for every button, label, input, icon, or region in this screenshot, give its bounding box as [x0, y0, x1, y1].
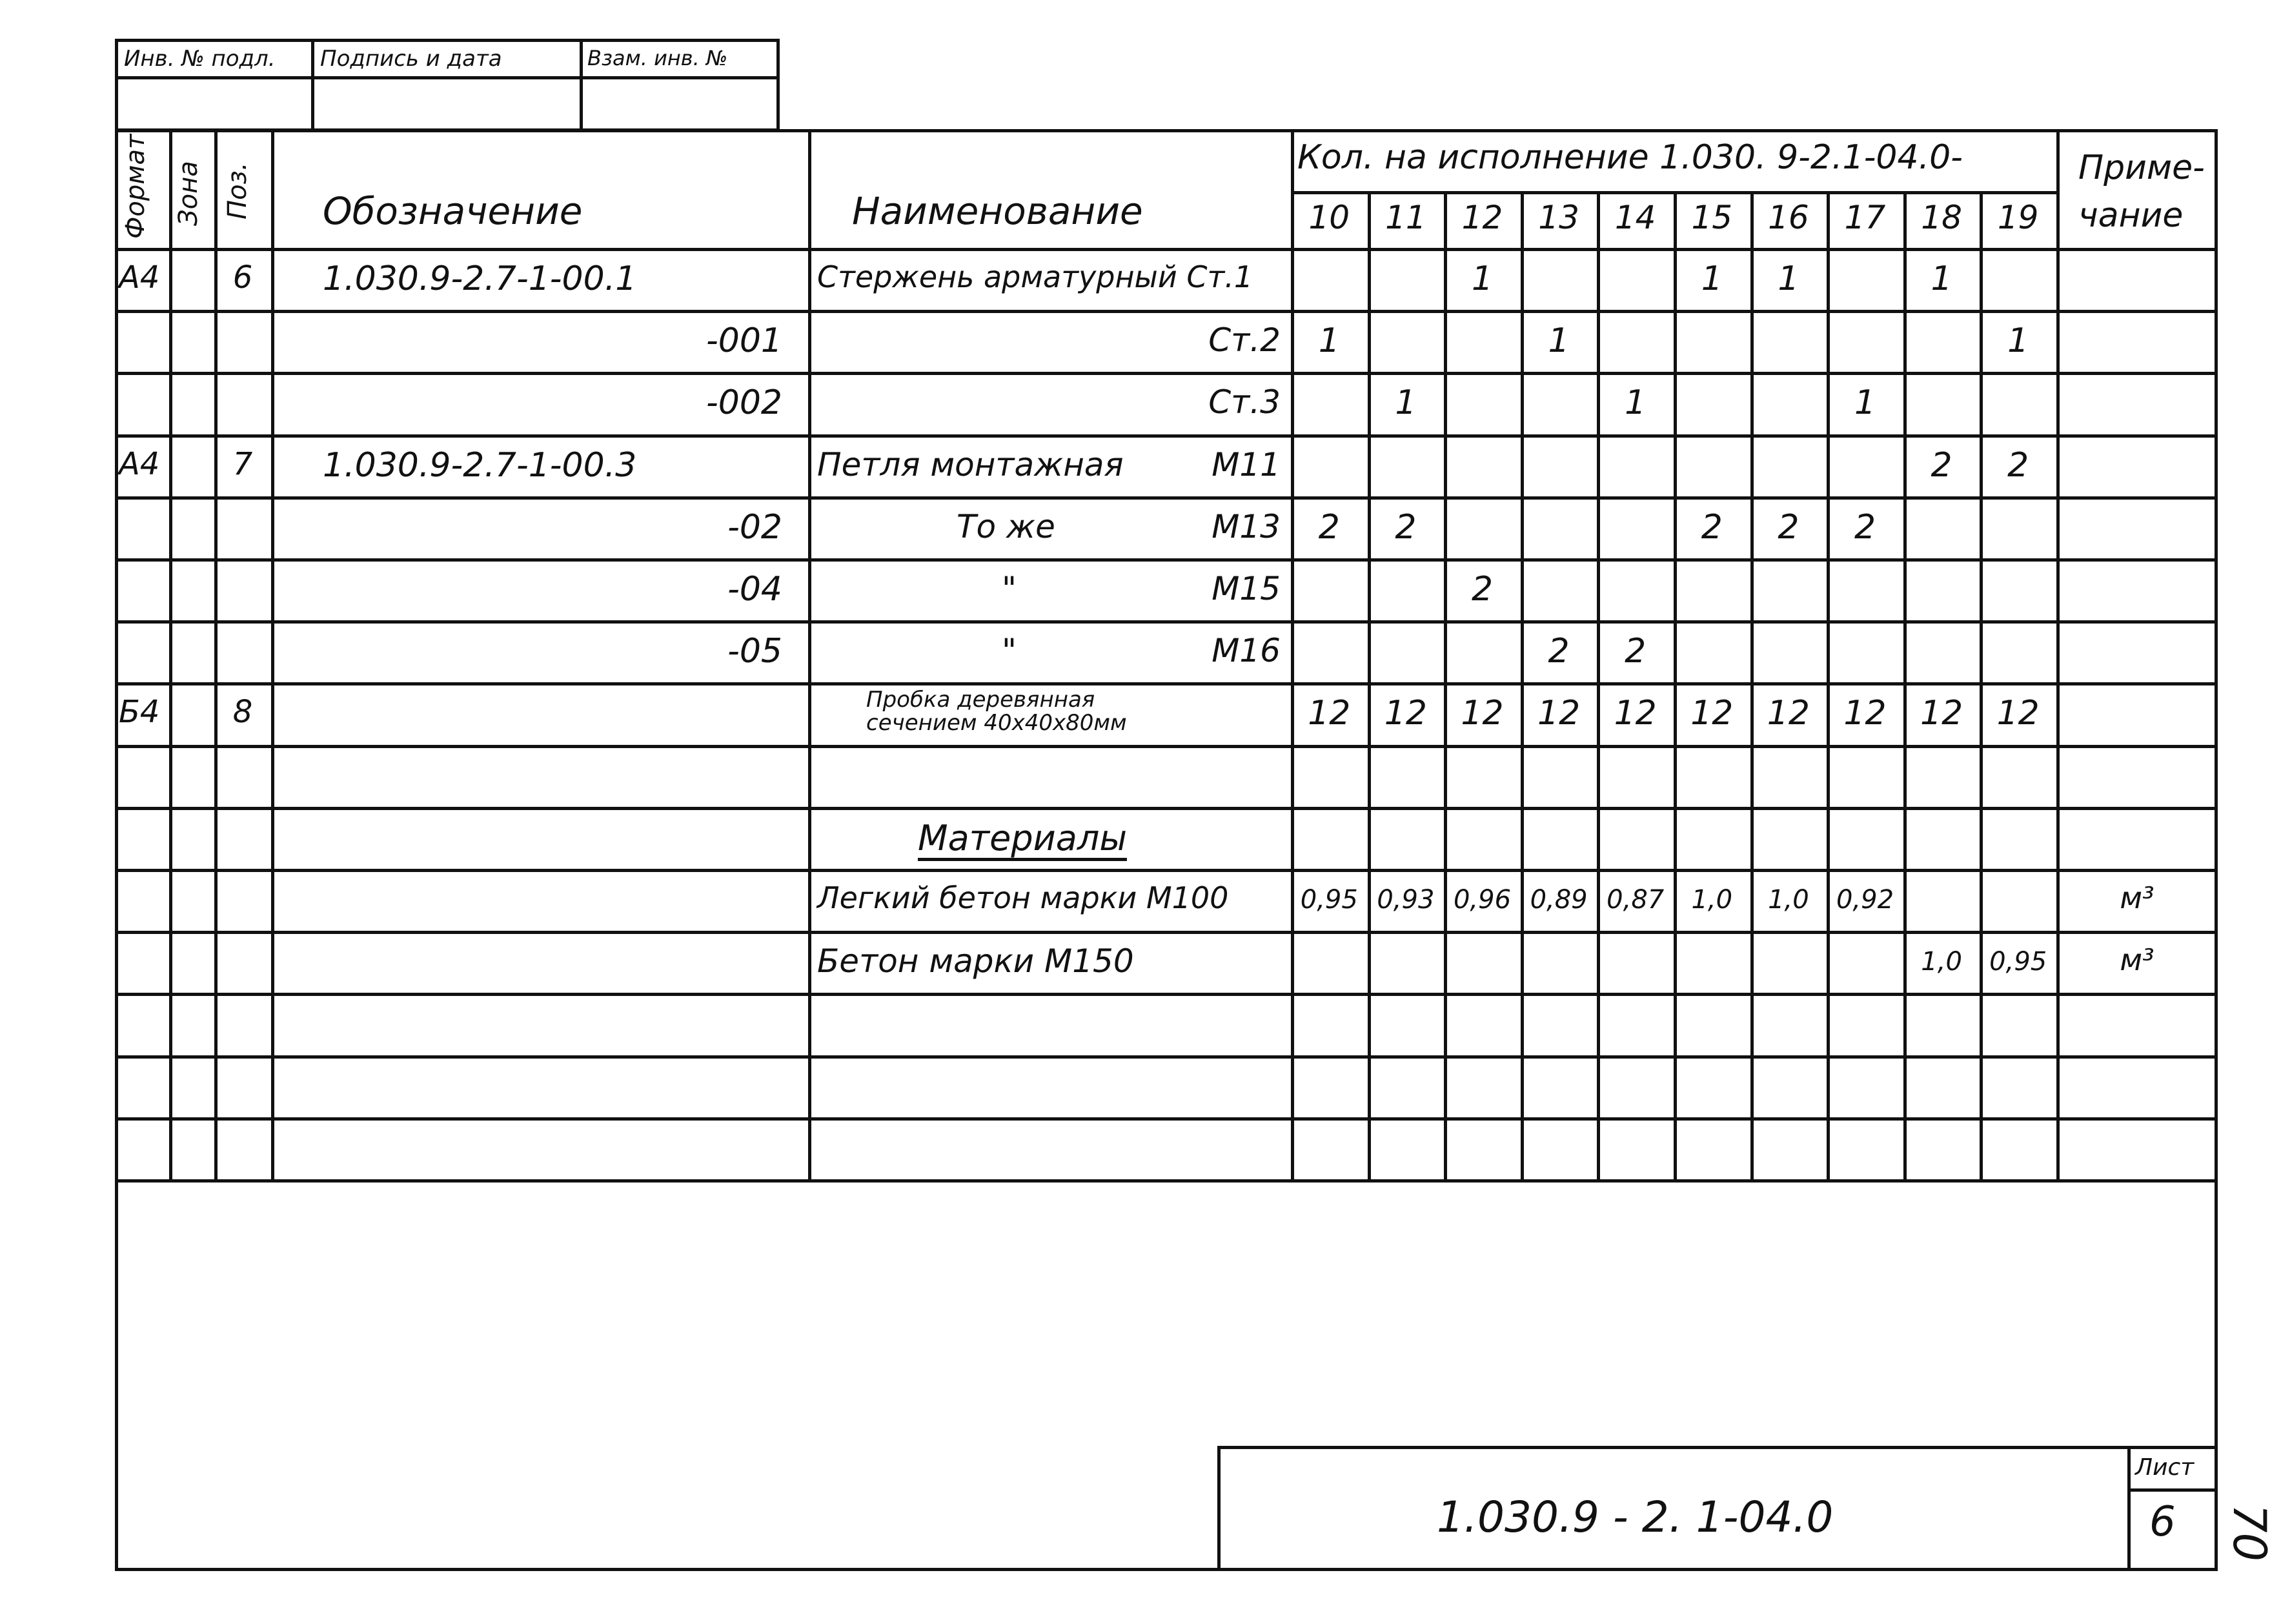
stamp-inv-podl: Инв. № подл.: [124, 46, 276, 72]
row-line: [115, 558, 2218, 562]
row-quantity: 1: [1318, 321, 1340, 361]
row-designation-variant: -05: [727, 632, 782, 671]
quantity-column-header: 18: [1921, 199, 1962, 236]
header-primechanie-2: чание: [2078, 196, 2184, 235]
row-line: [115, 1117, 2218, 1121]
row-name: Стержень арматурный Ст.1: [817, 259, 1253, 294]
row-name: Петля монтажная: [817, 445, 1124, 483]
header-bottom-line: [115, 248, 2218, 251]
header-naimenovanie: Наименование: [852, 189, 1143, 233]
row-line: [115, 310, 2218, 313]
row-quantity: 0,96: [1453, 885, 1512, 915]
row-quantity: 0,87: [1607, 885, 1665, 915]
row-quantity: 1: [1395, 383, 1417, 423]
row-quantity: 2: [1548, 632, 1570, 671]
header-format: Формат: [121, 134, 150, 239]
row-quantity: 12: [1384, 694, 1427, 733]
row-line: [115, 372, 2218, 375]
stamp-col-line: [311, 39, 314, 132]
stamp-podpis-data: Подпись и дата: [320, 46, 502, 72]
grid-vline: [2056, 129, 2060, 1179]
row-quantity: 1: [1625, 383, 1647, 423]
row-quantity: 1,0: [1691, 885, 1733, 915]
row-quantity: 12: [1767, 694, 1810, 733]
row-name: Пробка деревянная: [866, 687, 1095, 713]
row-quantity: 0,93: [1377, 885, 1435, 915]
row-quantity: 12: [1920, 694, 1963, 733]
row-line: [115, 993, 2218, 996]
header-poz: Поз.: [223, 162, 252, 219]
row-position: 6: [232, 259, 253, 296]
row-quantity: 2: [1854, 507, 1876, 547]
quantity-column-header: 13: [1538, 199, 1579, 236]
quantity-column-header: 17: [1844, 199, 1886, 236]
quantity-column-header: 19: [1997, 199, 2039, 236]
quantity-column-header: 11: [1385, 199, 1426, 236]
row-quantity: 12: [1843, 694, 1887, 733]
row-line: [115, 1179, 2218, 1182]
row-name-section: Материалы: [918, 817, 1127, 858]
row-quantity: 2: [1931, 445, 1952, 485]
row-designation: 1.030.9-2.7-1-00.3: [323, 445, 637, 485]
row-name: Легкий бетон марки М100: [817, 880, 1229, 915]
title-block-row-line: [2127, 1488, 2218, 1492]
row-line: [115, 931, 2218, 934]
row-line: [115, 1055, 2218, 1059]
row-quantity: 2: [1395, 507, 1417, 547]
title-block-col-line: [2127, 1446, 2131, 1571]
row-quantity: 0,92: [1836, 885, 1894, 915]
row-quantity: 12: [1308, 694, 1351, 733]
row-format: А4: [119, 445, 160, 482]
row-name: ": [1002, 632, 1017, 670]
row-line: [115, 682, 2218, 685]
quantity-column-header: 16: [1768, 199, 1809, 236]
row-quantity: 1,0: [1768, 885, 1809, 915]
row-designation-variant: -04: [727, 570, 782, 609]
row-name-mark: М15: [1211, 570, 1281, 607]
row-quantity: 1: [1548, 321, 1570, 361]
quantity-column-header: 15: [1691, 199, 1733, 236]
row-name: ": [1002, 570, 1017, 607]
row-name-mark: Ст.3: [1208, 383, 1281, 421]
row-line: [115, 745, 2218, 748]
stamp-vzam-inv: Взам. инв. №: [587, 46, 728, 70]
row-position: 7: [232, 445, 253, 482]
row-name: Бетон марки М150: [817, 942, 1134, 980]
row-quantity: 1: [1778, 259, 1799, 298]
list-label: Лист: [2135, 1454, 2195, 1481]
row-quantity: 0,89: [1530, 885, 1588, 915]
row-quantity: 2: [2007, 445, 2029, 485]
header-kol-title: Кол. на исполнение 1.030. 9-2.1-04.0-: [1297, 138, 1963, 177]
row-quantity: 12: [1461, 694, 1504, 733]
row-quantity: 1: [1854, 383, 1876, 423]
row-quantity: 1: [1701, 259, 1723, 298]
row-designation-variant: -002: [705, 383, 782, 423]
row-line: [115, 434, 2218, 438]
header-primechanie-1: Приме-: [2078, 148, 2205, 187]
row-format: Б4: [119, 694, 160, 731]
margin-page-number: 70: [2223, 1504, 2276, 1562]
row-quantity: 2: [1471, 570, 1494, 609]
header-oboznachenie: Обозначение: [323, 189, 583, 233]
stamp-col-line: [580, 39, 583, 132]
stamp-divider: [115, 76, 780, 79]
row-quantity: 12: [1614, 694, 1657, 733]
doc-number: 1.030.9 - 2. 1-04.0: [1437, 1492, 1834, 1542]
header-zona: Зона: [174, 161, 203, 226]
row-quantity: 2: [1778, 507, 1799, 547]
row-position: 8: [232, 694, 253, 731]
row-line: [115, 620, 2218, 624]
row-quantity: 12: [1537, 694, 1581, 733]
row-format: А4: [119, 259, 160, 296]
row-name-mark: М11: [1211, 445, 1281, 483]
row-designation: 1.030.9-2.7-1-00.1: [323, 259, 637, 298]
row-quantity: 1,0: [1921, 947, 1962, 977]
row-quantity: 1: [1931, 259, 1952, 298]
quantity-column-header: 14: [1614, 199, 1656, 236]
row-quantity: 0,95: [1300, 885, 1358, 915]
row-quantity: 1: [1471, 259, 1494, 298]
header-mid-line: [1291, 191, 2056, 194]
row-quantity: 1: [2007, 321, 2029, 361]
list-number: 6: [2149, 1498, 2176, 1546]
row-designation-variant: -02: [727, 507, 782, 547]
row-name-mark: Ст.2: [1208, 321, 1281, 360]
row-quantity: 2: [1701, 507, 1723, 547]
row-quantity: 12: [1996, 694, 2040, 733]
row-line: [115, 807, 2218, 810]
quantity-column-header: 12: [1461, 199, 1503, 236]
row-designation-variant: -001: [705, 321, 782, 361]
row-note: м³: [2120, 942, 2154, 978]
row-quantity: 2: [1318, 507, 1340, 547]
row-name-line2: сечением 40х40х80мм: [866, 710, 1127, 736]
row-name-mark: М13: [1211, 507, 1281, 545]
row-line: [115, 869, 2218, 872]
quantity-column-header: 10: [1308, 199, 1350, 236]
row-note: м³: [2120, 880, 2154, 915]
row-quantity: 0,95: [1989, 947, 2047, 977]
row-name-mark: М16: [1211, 632, 1281, 670]
row-quantity: 2: [1625, 632, 1647, 671]
row-quantity: 12: [1690, 694, 1734, 733]
row-name: То же: [957, 507, 1055, 545]
row-line: [115, 496, 2218, 500]
